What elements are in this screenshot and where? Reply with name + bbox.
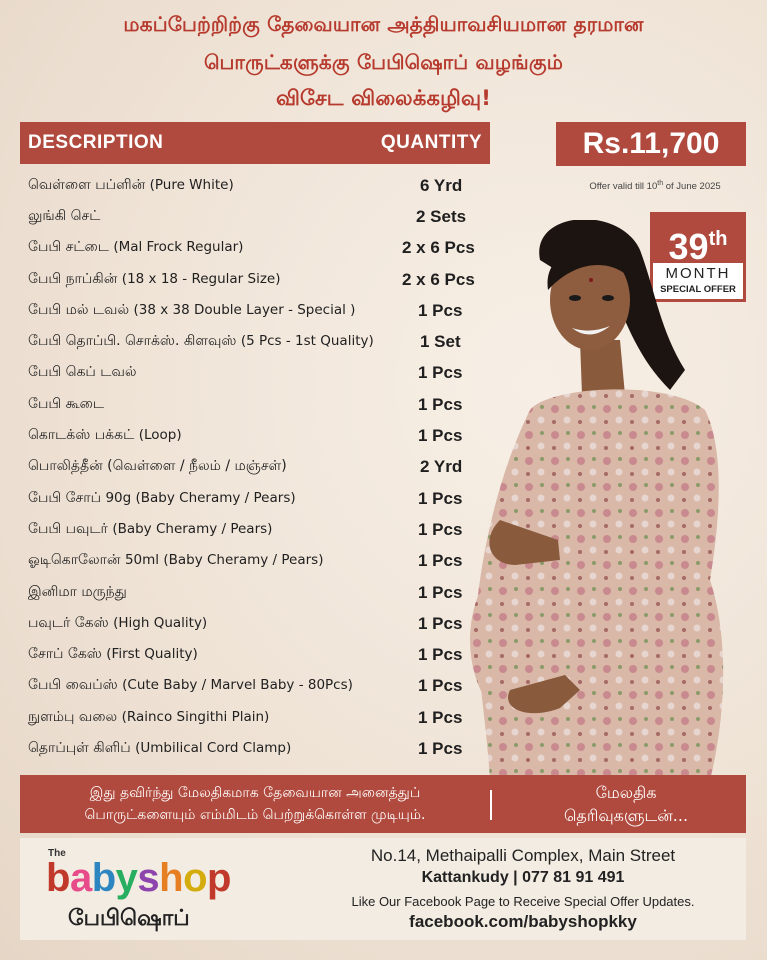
offer-valid-sup: th	[657, 180, 664, 187]
table-row	[28, 264, 498, 295]
item-description	[28, 709, 269, 727]
item-description	[28, 427, 182, 445]
logo-wordmark	[46, 856, 231, 901]
item-quantity: 1 Pcs	[418, 426, 463, 446]
price-value: Rs.11,700	[582, 127, 720, 160]
city-phone: Kattankudy | 077 81 91 491	[421, 869, 625, 886]
item-list	[28, 170, 498, 765]
item-name-tamil: பேபி மல் டவல்	[28, 301, 134, 318]
item-name-tamil: லுங்கி செட்	[28, 207, 101, 224]
item-quantity: 2 x 6 Pcs	[402, 269, 475, 289]
logo-letter: b	[46, 856, 70, 900]
headline-line-3: விசேட விலைக்கழிவு!	[275, 86, 492, 110]
item-name-english: 50ml (Baby Cheramy / Pears)	[124, 552, 324, 569]
item-description	[28, 521, 272, 539]
item-quantity: 1 Pcs	[418, 707, 463, 727]
quantity-header: QUANTITY	[380, 132, 482, 153]
badge-label: SPECIAL OFFER	[660, 284, 736, 295]
item-description	[28, 490, 296, 508]
item-description	[28, 740, 291, 758]
table-row	[28, 420, 498, 451]
logo-letter: s	[137, 856, 160, 900]
item-name-tamil: நுளம்பு வலை	[28, 708, 122, 725]
item-name-tamil: பவுடர் கேஸ்	[28, 614, 114, 631]
item-quantity: 1 Pcs	[418, 551, 463, 571]
table-row	[28, 170, 498, 201]
item-description	[28, 302, 355, 320]
headline-line-2: பொருட்களுக்கு பேபிஷொப் வழங்கும்	[203, 50, 564, 74]
item-description	[28, 333, 374, 351]
item-quantity: 2 x 6 Pcs	[402, 238, 475, 258]
item-quantity: 1 Pcs	[418, 645, 463, 665]
table-row	[28, 546, 498, 577]
logo-tamil: பேபிஷொப்	[68, 906, 190, 931]
item-quantity: 1 Pcs	[418, 613, 463, 633]
item-quantity: 1 Pcs	[418, 519, 463, 539]
table-row	[28, 483, 498, 514]
logo-letter: b	[91, 856, 116, 900]
item-quantity: 2 Yrd	[420, 457, 463, 477]
item-name-english: (5 Pcs - 1st Quality)	[240, 333, 374, 350]
item-description	[28, 677, 353, 695]
logo-letter: h	[159, 856, 184, 900]
item-name-english: 90g (Baby Cheramy / Pears)	[105, 489, 296, 506]
table-row	[28, 389, 498, 420]
babyshop-logo	[46, 848, 276, 938]
item-description	[28, 177, 234, 195]
item-name-tamil: பேபி கூடை	[28, 395, 105, 412]
item-quantity: 1 Set	[420, 332, 461, 352]
item-quantity: 1 Pcs	[418, 738, 463, 758]
table-row	[28, 702, 498, 733]
logo-letter: y	[115, 856, 138, 900]
logo-letter: o	[183, 856, 207, 900]
footer	[20, 838, 746, 940]
band-right-line-2: தெரிவுகளுடன்...	[563, 806, 689, 825]
band-right-line-1: மேலதிக	[595, 783, 657, 802]
item-name-tamil: பேபி சட்டை	[28, 239, 114, 256]
headline-line-1: மகப்பேற்றிற்கு தேவையான அத்தியாவசியமான தரமான	[123, 12, 644, 36]
facebook-url[interactable]: facebook.com/babyshopkky	[409, 912, 637, 931]
badge-month: MONTH	[665, 265, 731, 282]
offer-valid-suffix: of June 2025	[663, 181, 721, 193]
description-header: DESCRIPTION	[28, 132, 164, 153]
offer-valid-prefix: Offer valid till 10	[589, 181, 658, 193]
item-quantity: 1 Pcs	[418, 394, 463, 414]
item-description	[28, 615, 207, 633]
item-name-tamil: இனிமா மருந்து	[28, 583, 127, 600]
table-row	[28, 639, 498, 670]
item-quantity: 1 Pcs	[418, 582, 463, 602]
table-row	[28, 295, 498, 326]
item-name-english: (Mal Frock Regular)	[113, 239, 244, 256]
item-description	[28, 552, 323, 570]
table-row	[28, 608, 498, 639]
item-name-english: (High Quality)	[113, 614, 208, 631]
band-left-text	[20, 775, 490, 833]
logo-letter: a	[69, 856, 92, 900]
item-description	[28, 208, 100, 226]
item-quantity: 1 Pcs	[418, 363, 463, 383]
table-row	[28, 326, 498, 357]
item-quantity: 1 Pcs	[418, 300, 463, 320]
band-right-text	[506, 775, 746, 833]
price-box	[556, 122, 746, 166]
item-name-english: (Pure White)	[149, 176, 234, 193]
logo-letter: p	[207, 856, 231, 900]
table-row	[28, 671, 498, 702]
table-row	[28, 201, 498, 232]
item-name-tamil: சோப் கேஸ்	[28, 646, 107, 663]
item-description	[28, 646, 198, 664]
info-band	[20, 775, 746, 833]
table-row	[28, 733, 498, 764]
table-row	[28, 233, 498, 264]
item-name-tamil: பேபி நாப்கின்	[28, 270, 122, 287]
table-row	[28, 577, 498, 608]
item-name-english: (Cute Baby / Marvel Baby - 80Pcs)	[122, 677, 353, 694]
pregnant-woman-image	[470, 220, 767, 780]
item-name-tamil: பேபி வைப்ஸ்	[28, 677, 123, 694]
item-name-tamil: பேபி சோப்	[28, 489, 106, 506]
table-row	[28, 452, 498, 483]
item-quantity: 2 Sets	[416, 206, 467, 226]
address: No.14, Methaipalli Complex, Main Street	[370, 846, 676, 865]
offer-valid-note	[560, 180, 750, 192]
item-name-english: (Umbilical Cord Clamp)	[135, 739, 292, 756]
badge-suffix: th	[708, 228, 728, 250]
badge-number-text: 39	[668, 226, 709, 267]
item-quantity: 1 Pcs	[418, 488, 463, 508]
item-quantity: 6 Yrd	[420, 175, 463, 195]
item-description	[28, 239, 243, 257]
band-divider	[490, 790, 492, 820]
item-name-tamil: தொப்புள் கிளிப்	[28, 739, 136, 756]
item-name-tamil: கொடக்ஸ் பக்கட்	[28, 427, 139, 444]
item-name-english: (Rainco Singithi Plain)	[121, 708, 270, 725]
item-name-tamil: பேபி கெப் டவல்	[28, 364, 137, 381]
item-name-english: (Loop)	[138, 427, 182, 444]
item-name-tamil: பேபி பவுடர்	[28, 520, 113, 537]
band-left-line-1: இது தவிர்ந்து மேலதிகமாக தேவையான அனைத்துப்	[89, 785, 421, 801]
item-name-english: (38 x 38 Double Layer - Special )	[133, 301, 356, 318]
item-name-tamil: பேபி தொப்பி. சொக்ஸ். கிளவுஸ்	[28, 333, 241, 350]
table-row	[28, 514, 498, 545]
item-description	[28, 396, 104, 414]
facebook-note: Like Our Facebook Page to Receive Special Offer Updates.	[351, 894, 695, 909]
item-description	[28, 458, 287, 476]
table-row	[28, 358, 498, 389]
item-name-tamil: பொலித்தீன் (வெள்ளை / நீலம் / மஞ்சள்)	[28, 458, 287, 475]
item-description	[28, 271, 281, 289]
band-left-line-2: பொருட்களையும் எம்மிடம் பெற்றுக்கொள்ள முடியும்.	[84, 807, 426, 823]
item-name-tamil: வெள்ளை பப்ளின்	[28, 176, 150, 193]
item-name-english: (First Quality)	[106, 646, 198, 663]
logo-the: The	[48, 848, 66, 859]
item-description	[28, 584, 127, 602]
table-header	[20, 122, 490, 164]
item-name-tamil: ஓடிகொலோன்	[28, 552, 125, 569]
item-name-english: (18 x 18 - Regular Size)	[121, 270, 281, 287]
item-description	[28, 364, 136, 382]
item-name-english: (Baby Cheramy / Pears)	[112, 520, 273, 537]
item-quantity: 1 Pcs	[418, 676, 463, 696]
